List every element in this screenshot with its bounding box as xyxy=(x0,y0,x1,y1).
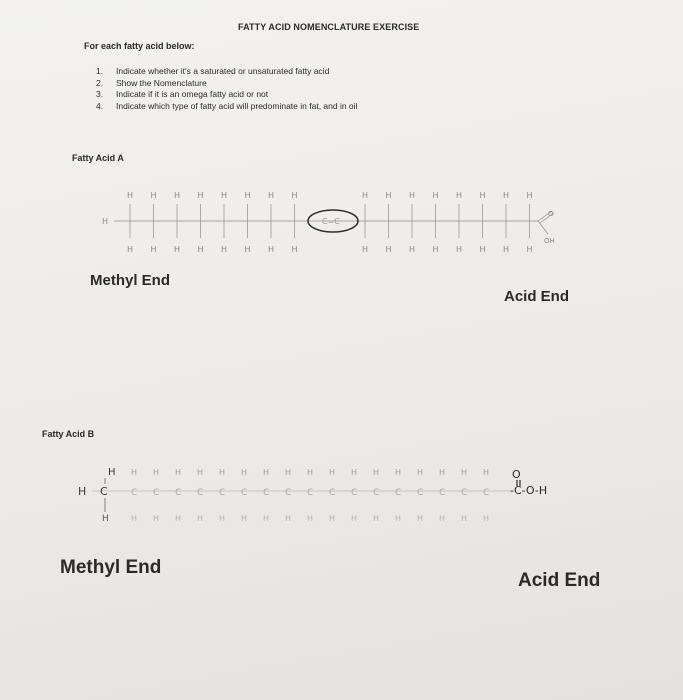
hydrogen-atom: H xyxy=(78,485,87,498)
hydrogen-atom: H xyxy=(263,468,270,477)
hydrogen-atom: H xyxy=(221,245,228,254)
hydrogen-atom: H xyxy=(483,468,490,477)
hydrogen-atom: H xyxy=(439,468,446,477)
carbon-atom: C xyxy=(483,488,490,498)
hydrogen-atom: H xyxy=(102,217,109,226)
hydrogen-atom: H xyxy=(351,468,358,477)
fatty-acid-a-acid-end: Acid End xyxy=(504,288,570,305)
fatty-acid-b-acid-end: Acid End xyxy=(518,570,601,591)
hydrogen-atom: H xyxy=(219,468,226,477)
fatty-acid-b-label: Fatty Acid B xyxy=(42,429,95,439)
carbon-atom: C xyxy=(285,488,292,498)
hydrogen-atom: H xyxy=(362,245,369,254)
carbon-atom: C xyxy=(329,488,336,498)
hydrogen-atom: H xyxy=(174,191,181,200)
hydrogen-atom: H xyxy=(175,468,182,477)
hydrogen-atom: H xyxy=(285,468,292,477)
fatty-acid-a-structure xyxy=(100,186,580,262)
hydrogen-atom: H xyxy=(307,514,314,523)
hydrogen-atom: H xyxy=(127,245,134,254)
hydrogen-atom: H xyxy=(291,191,298,200)
hydrogen-atom: H xyxy=(108,467,116,478)
carbon-atom: C xyxy=(307,488,314,498)
fatty-acid-b-methyl-end: Methyl End xyxy=(60,557,162,578)
hydrogen-atom: H xyxy=(329,468,336,477)
instruction-item: 2. Show the Nomenclature xyxy=(96,77,207,88)
carbon-atom: C xyxy=(153,488,160,498)
hydrogen-atom: H xyxy=(307,468,314,477)
hydrogen-atom: H xyxy=(197,514,204,523)
hydrogen-atom: H xyxy=(221,191,228,200)
fatty-acid-a-methyl-end: Methyl End xyxy=(90,272,171,289)
hydrogen-atom: H xyxy=(526,191,533,200)
carboxyl-label: -C-O-H xyxy=(510,484,548,497)
hydrogen-atom: H xyxy=(432,191,439,200)
hydrogen-atom: H xyxy=(291,245,298,254)
hydrogen-atom: H xyxy=(479,245,486,254)
hydrogen-atom: H xyxy=(241,468,248,477)
carbon-atom: C xyxy=(241,488,248,498)
hydrogen-atom: H xyxy=(503,245,510,254)
hydrogen-atom: H xyxy=(385,191,392,200)
hydrogen-atom: H xyxy=(102,514,109,524)
hydrogen-atom: H xyxy=(131,514,138,523)
hydrogen-atom: H xyxy=(526,245,533,254)
hydroxyl-label: OH xyxy=(544,237,555,245)
hydrogen-atom: H xyxy=(197,245,204,254)
hydrogen-atom: H xyxy=(456,245,463,254)
instruction-item: 3. Indicate if it is an omega fatty acid or not xyxy=(96,89,269,99)
hydrogen-atom: H xyxy=(219,514,226,523)
carbon-atom: C xyxy=(197,488,204,498)
carbon-atom: C xyxy=(351,488,358,498)
hydrogen-atom: H xyxy=(456,191,463,200)
hydrogen-atom: H xyxy=(197,191,204,200)
hydrogen-atom: H xyxy=(153,468,160,477)
hydrogen-atom: H xyxy=(175,514,182,523)
carbon-atom: C xyxy=(461,488,468,498)
carbon-atom: C xyxy=(439,488,446,498)
hydrogen-atom: H xyxy=(244,191,251,200)
hydrogen-atom: H xyxy=(127,191,134,200)
hydrogen-atom: H xyxy=(439,514,446,523)
hydrogen-atom: H xyxy=(395,468,402,477)
carbon-atom: C xyxy=(395,488,402,498)
hydrogen-atom: H xyxy=(351,514,358,523)
hydrogen-atom: H xyxy=(285,514,292,523)
carbon-atom: C xyxy=(100,485,108,498)
carbon-atom: C xyxy=(219,488,226,498)
hydrogen-atom: H xyxy=(461,468,468,477)
hydrogen-atom: H xyxy=(461,514,468,523)
carbon-atom: C xyxy=(175,488,182,498)
fatty-acid-a-label: Fatty Acid A xyxy=(72,153,124,163)
hydrogen-atom: H xyxy=(395,514,402,523)
carbon-atom: C xyxy=(373,488,380,498)
hydrogen-atom: H xyxy=(432,245,439,254)
hydrogen-atom: H xyxy=(329,514,336,523)
hydrogen-atom: H xyxy=(174,245,181,254)
hydrogen-atom: H xyxy=(417,514,424,523)
hydrogen-atom: H xyxy=(241,514,248,523)
hydrogen-atom: H xyxy=(244,245,251,254)
carbon-atom: C xyxy=(263,488,270,498)
hydrogen-atom: H xyxy=(150,191,157,200)
hydrogen-atom: H xyxy=(417,468,424,477)
hydrogen-atom: H xyxy=(131,468,138,477)
hydrogen-atom: H xyxy=(153,514,160,523)
hydrogen-atom: H xyxy=(268,191,275,200)
fatty-acid-b-structure xyxy=(78,458,598,542)
carbonyl-oxygen-label: O xyxy=(548,210,554,218)
hydrogen-atom: H xyxy=(268,245,275,254)
instruction-item: 4. Indicate which type of fatty acid will predominate in fat, and in oil xyxy=(96,100,358,111)
hydrogen-atom: H xyxy=(150,245,157,254)
instruction-list xyxy=(96,66,357,112)
instruction-item: 1. Indicate whether it's a saturated or unsaturated fatty acid xyxy=(96,66,330,76)
carbon-atom: C xyxy=(417,488,424,498)
hydrogen-atom: H xyxy=(409,245,416,254)
page-title: FATTY ACID NOMENCLATURE EXERCISE xyxy=(238,22,420,32)
hydrogen-atom: H xyxy=(362,191,369,200)
intro-text: For each fatty acid below: xyxy=(84,41,195,51)
hydrogen-atom: H xyxy=(483,514,490,523)
hydrogen-atom: H xyxy=(409,191,416,200)
hydrogen-atom: H xyxy=(503,191,510,200)
hydrogen-atom: H xyxy=(197,468,204,477)
hydrogen-atom: H xyxy=(263,514,270,523)
carbon-atom: C xyxy=(131,488,138,498)
hydroxyl-bond xyxy=(538,221,548,234)
hydrogen-atom: H xyxy=(373,514,380,523)
hydrogen-atom: H xyxy=(373,468,380,477)
hydrogen-atom: H xyxy=(385,245,392,254)
carboxyl-oxygen-label: O xyxy=(512,468,521,481)
double-bond-label: C=C xyxy=(322,217,340,226)
hydrogen-atom: H xyxy=(479,191,486,200)
